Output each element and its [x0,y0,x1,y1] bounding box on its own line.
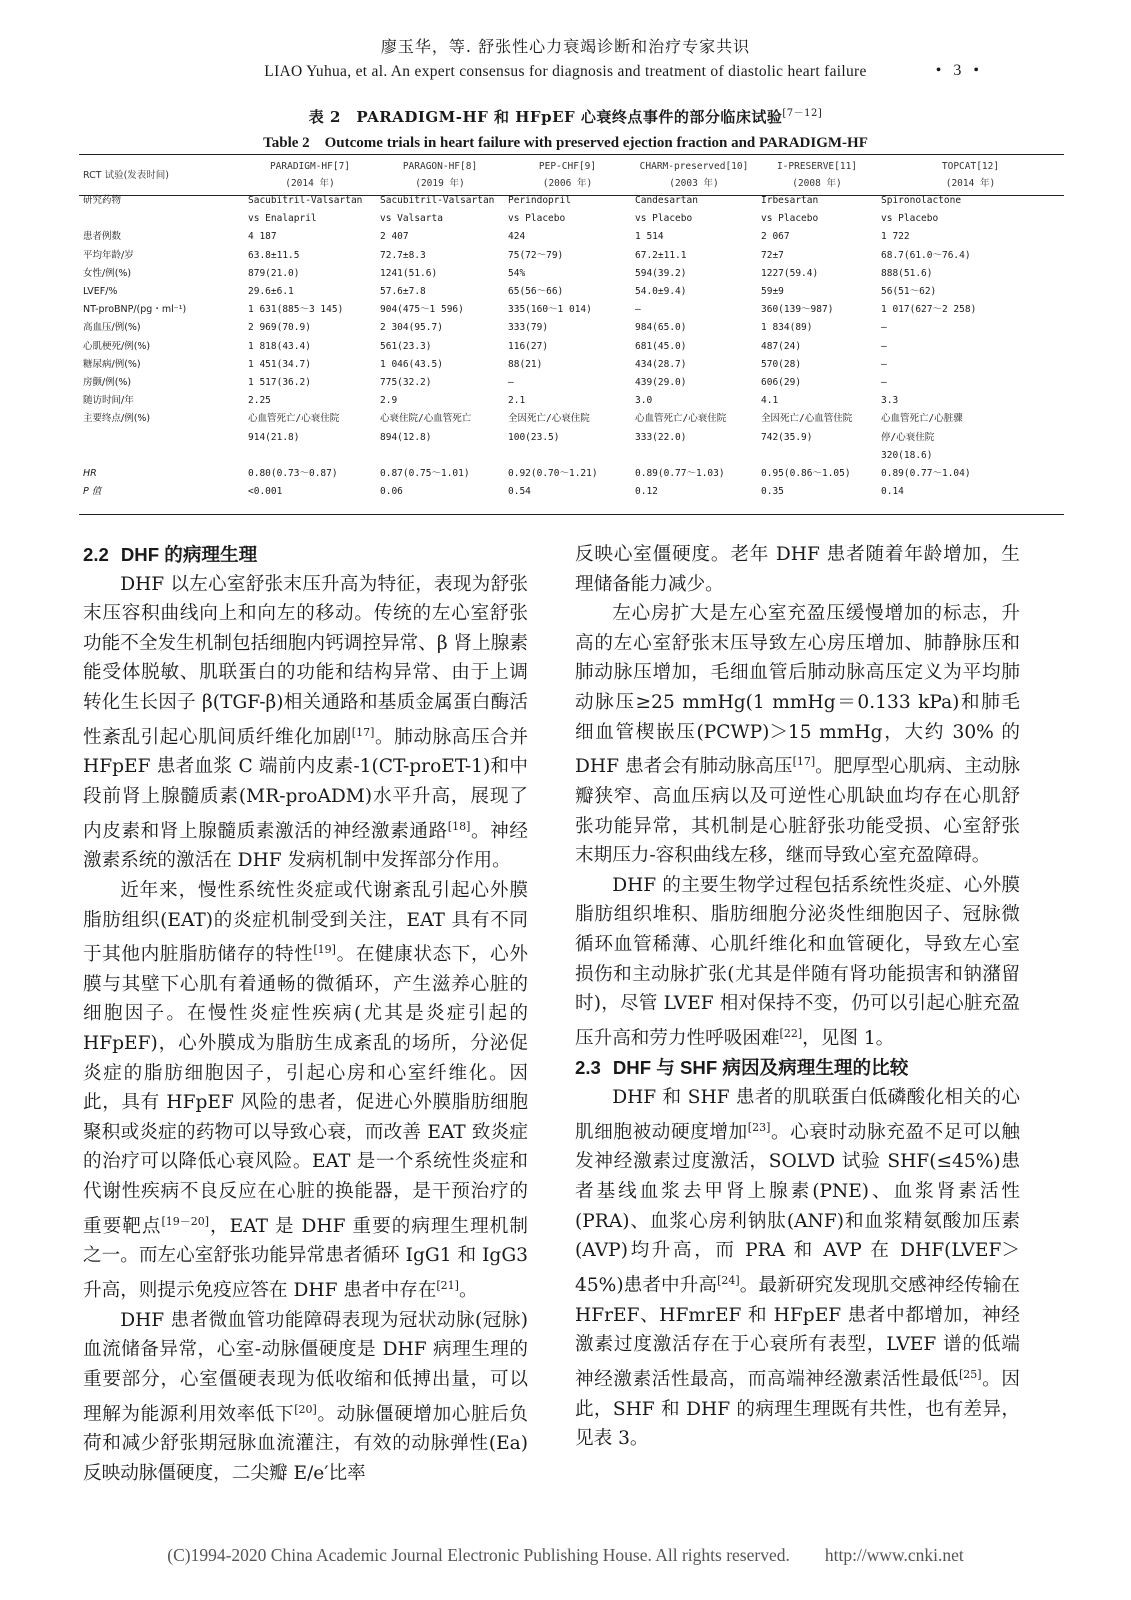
table-cell: 320(18.6) [881,449,933,461]
table-cell: 1 834(89) [761,322,813,334]
row-label: 随访时间/年 [83,395,134,407]
table-cell: 57.6±7.8 [380,286,426,298]
col-header-name: PARAGON-HF[8] [402,161,478,172]
table-cell: 4 187 [248,231,277,243]
table-cell: 333(79) [508,322,549,334]
table-cell: 0.92(0.70～1.21) [508,468,598,480]
table-cell [244,447,376,465]
table-cell [504,447,631,465]
table-cell [631,447,757,465]
table-cell: 3.3 [881,395,899,407]
citation: [17] [351,725,375,739]
table-cell: 606(29) [761,377,802,389]
row-label: 患者例数 [83,231,122,243]
table-cell: 888(51.6) [881,267,933,279]
table-cell: vs Placebo [761,213,819,225]
table-cell: Candesartan [635,195,698,206]
table-cell: 570(28) [761,358,802,370]
outcome-trials-table [79,154,1064,501]
table-cell: 1 451(34.7) [248,358,311,370]
table-cell: 681(45.0) [635,340,687,352]
table-cell: 54% [508,267,526,279]
table-caption [0,104,1131,152]
citation: [24] [717,1273,740,1287]
table-cell: 0.87(0.75～1.01) [380,468,470,480]
row-label: 高血压/例(%) [83,322,141,334]
citation: [17] [792,755,816,769]
col-header-name: CHARM-preserved[10] [639,161,749,172]
col-header-year: (2003 年) [669,178,719,189]
table-cell: 29.6±6.1 [248,286,294,298]
table-row [79,319,1064,337]
table-cell: 63.8±11.5 [248,249,300,261]
paragraph: DHF 的主要生物学过程包括系统性炎症、心外膜脂肪组织堆积、脂肪细胞分泌炎性细胞因子、冠脉微循环血管稀薄、心肌纤维化和血管硬化，导致左心室损伤和主动脉扩张(尤其是伴随有肾功能损害和钠潴留时)，尽管 LVEF 相对保持不变，仍可以引起心脏充盈压升高和劳力性呼吸困难[22]，见图 1。 [575,874,1020,1049]
header-label: RCT 试验(发表时间) [83,169,169,181]
table-cell: vs Placebo [635,213,693,225]
table-cell: 894(12.8) [380,431,432,443]
table-cell: <0.001 [248,486,283,498]
table-cell: — [635,304,641,316]
table-row [79,247,1064,265]
table-cell: 0.89(0.77～1.04) [881,468,971,480]
table-cell: vs Valsarta [380,213,443,225]
citation: [18] [447,819,471,833]
table-cell: — [508,377,514,389]
table-cell: 1 517(36.2) [248,377,311,389]
table-cell: 487(24) [761,340,802,352]
table-header-row [79,154,1064,175]
table-cell: 2 067 [761,231,790,243]
table-cell: Sacubitril-Valsartan [248,195,363,206]
table-row [79,192,1064,210]
row-label: P 值 [83,486,102,498]
paragraph: DHF 和 SHF 患者的肌联蛋白低磷酸化相关的心肌细胞被动硬度增加[23]。心衰时动脉充盈不足可以触发神经激素过度激活，SOLVD 试验 SHF(≤45%)患者基线血浆去甲肾上腺素(PNE)、血浆肾素活性(PRA)、血浆心房利钠肽(ANF)和血浆精氨酸加压素(AVP)均升高，而 PRA 和 AVP 在 DHF(LVEF＞45%)患者中升高[24]。最新研究发现肌交感神经传输在 HFrEF、HFmrEF 和 HFpEF 患者中都增加，神经激素过度激活存在于心衰所有表型，LVEF 谱的低端神经激素活性最高，而高端神经激素活性最低[25]。因此，SHF 和 DHF 的病理生理既有共性，也有差异，见表 3。 [575,1087,1020,1450]
table-cell: vs Placebo [508,213,566,225]
table-cell: 1 514 [635,231,664,243]
citation: [19－20] [161,1214,210,1228]
citation: [19] [313,943,336,957]
table-cell: vs Placebo [881,213,939,225]
table-cell: 心衰住院/心血管死亡 [380,413,472,425]
table-cell: 1 017(627～2 258) [881,304,977,316]
row-label: LVEF/% [83,286,118,298]
row-label: 女性/例(%) [83,267,132,279]
table-cell: 424 [508,231,526,243]
table-cell: 65(56～66) [508,286,564,298]
table-cell: Perindopril [508,195,571,206]
table-cell: 停/心衰住院 [881,431,935,443]
citation: [21] [436,1279,459,1292]
table-cell: 439(29.0) [635,377,687,389]
table-cell: 116(27) [508,340,549,352]
table-row [79,483,1064,501]
table-row [79,356,1064,374]
table-cell: 2 407 [380,231,409,243]
table-cell: Irbesartan [761,195,819,206]
table-cell: — [881,358,887,370]
table-cell: 0.80(0.73～0.87) [248,468,338,480]
running-head-en: LIAO Yuhua, et al. An expert consensus for diagnosis and treatment of diastolic heart failure [264,63,867,80]
table-bottom-rule [79,514,1064,515]
left-column [83,540,528,1489]
table-cell: Sacubitril-Valsartan [380,195,495,206]
col-header-year: (2014 年) [285,178,335,189]
table-cell: 333(22.0) [635,431,687,443]
table-cell: — [881,322,887,334]
table-cell: 0.06 [380,486,403,498]
page-number: • 3 • [935,62,983,79]
col-header-year: (2006 年) [542,178,593,189]
table-cell: 心血管死亡/心衰住院 [248,413,340,425]
table-cell: 88(21) [508,358,543,370]
col-header-year: (2019 年) [415,178,465,189]
table-cell: 360(139～987) [761,304,834,316]
table-cell: 0.12 [635,486,658,498]
table-cell: 2 969(70.9) [248,322,311,334]
table-cell: 100(23.5) [508,431,560,443]
table-cell: 4.1 [761,395,779,407]
table-cell: 2.25 [248,395,271,407]
table-row [79,465,1064,483]
row-label: 房颤/例(%) [83,377,132,389]
table-row [79,283,1064,301]
col-header-year: (2008 年) [792,178,842,189]
paragraph: 近年来，慢性系统性炎症或代谢紊乱引起心外膜脂肪组织(EAT)的炎症机制受到关注，EAT 具有不同于其他内脏脂肪储存的特性[19]。在健康状态下，心外膜与其壁下心肌有着通畅的微循环，产生滋养心脏的细胞因子。在慢性炎症性疾病(尤其是炎症引起的 HFpEF)，心外膜成为脂肪生成紊乱的场所，分泌促炎症的脂肪细胞因子，引起心房和心室纤维化。因此，具有 HFpEF 风险的患者，促进心外膜脂肪细胞聚积或炎症的药物可以导致心衰，而改善 EAT 致炎症的治疗可以降低心衰风险。EAT 是一个系统性炎症和代谢性疾病不良反应在心脏的换能器，是干预治疗的重要靶点[19－20]，EAT 是 DHF 重要的病理生理机制之一。而左心室舒张功能异常患者循环 IgG1 和 IgG3 升高，则提示免疫应答在 DHF 患者中存在[21]。 [83,879,528,1302]
table-cell: 1227(59.4) [761,267,819,279]
col-header-name: PARADIGM-HF[7] [269,161,351,172]
table-cell [757,447,877,465]
section-heading-2-2: 2.2 DHF 的病理生理 [83,544,258,565]
table-row [79,338,1064,356]
table-cell: 0.89(0.77～1.03) [635,468,725,480]
running-head-cn: 廖玉华，等. 舒张性心力衰竭诊断和治疗专家共识 [380,37,751,56]
table-cell: 0.95(0.86～1.05) [761,468,851,480]
row-label: 主要终点/例(%) [83,413,151,425]
table-row [79,210,1064,228]
table-cell: 1 722 [881,231,910,243]
table-cell: 0.54 [508,486,531,498]
table-body [79,192,1064,501]
col-header-name: TOPCAT[12] [941,161,1000,172]
table-cell: 561(23.3) [380,340,432,352]
table-cell: 984(65.0) [635,322,687,334]
table-row [79,301,1064,319]
table-row [79,228,1064,246]
table-cell: 914(21.8) [248,431,300,443]
table-cell: 心血管死亡/心脏骤 [881,413,963,425]
copyright-footer: (C)1994-2020 China Academic Journal Electronic Publishing House. All rights reserved. http://www.cnki.net [167,1545,964,1565]
row-label: 研究药物 [83,195,122,206]
table-cell: 心血管死亡/心衰住院 [635,413,727,425]
table-cell: 434(28.7) [635,358,687,370]
col-header-name: PEP-CHF[9] [538,161,597,172]
row-label: NT-proBNP/(pg・ml⁻¹) [83,304,187,316]
table-cell: 0.35 [761,486,784,498]
table-cell: 1 818(43.4) [248,340,311,352]
col-header-year: (2014 年) [945,178,996,189]
row-label: 糖尿病/例(%) [83,358,141,370]
citation: [22] [779,1026,803,1040]
row-label: 平均年龄/岁 [83,249,134,261]
table-cell: 1 046(43.5) [380,358,443,370]
right-column [575,540,1020,1454]
table-cell: 2.9 [380,395,398,407]
table-cell: 72±7 [761,249,784,261]
table-row [79,374,1064,392]
table-cell: 742(35.9) [761,431,813,443]
table-cell: 59±9 [761,286,784,298]
table-cell: 67.2±11.1 [635,249,687,261]
table-cell: 335(160～1 014) [508,304,592,316]
table-cell: 1 631(885～3 145) [248,304,344,316]
table-cell: Spironolactone [881,195,962,206]
table-cell: 72.7±8.3 [380,249,426,261]
citation: [20] [294,1402,317,1416]
table-cell: 2 304(95.7) [380,322,443,334]
citation: [25] [958,1367,982,1381]
table-cell: — [881,377,887,389]
row-label [79,447,244,465]
table-row [79,410,1064,428]
paragraph: 左心房扩大是左心室充盈压缓慢增加的标志，升高的左心室舒张末压导致左心房压增加、肺静脉压和肺动脉压增加，毛细血管后肺动脉高压定义为平均肺动脉压≥25 mmHg(1 mmHg＝0.133 kPa)和肺毛细血管楔嵌压(PCWP)＞15 mmHg，大约 30% 的 DHF 患者会有肺动脉高压[17]。肥厚型心肌病、主动脉瓣狭窄、高血压病以及可逆性心肌缺血均存在心肌舒张功能异常，其机制是心脏舒张功能受损、心室舒张末期压力-容积曲线左移，继而导致心室充盈障碍。 [575,603,1020,867]
table-cell: 879(21.0) [248,267,300,279]
citation: [23] [747,1120,771,1134]
table-title-cn: 表 2 PARADIGM-HF 和 HFpEF 心衰终点事件的部分临床试验[7－12] [308,108,823,126]
table-cell: 775(32.2) [380,377,432,389]
table-cell: 3.0 [635,395,653,407]
table-cell: 904(475～1 596) [380,304,464,316]
table-cell: 1241(51.6) [380,267,438,279]
table-row [79,429,1064,447]
table-cell: 全因死亡/心血管住院 [761,413,853,425]
table-cell: — [881,340,887,352]
table-cell: 54.0±9.4) [635,286,687,298]
table-cell: 全因死亡/心衰住院 [508,413,590,425]
col-header-name: I-PRESERVE[11] [776,161,858,172]
section-heading-2-3: 2.3 DHF 与 SHF 病因及病理生理的比较 [575,1057,909,1079]
table-cell: 2.1 [508,395,526,407]
table-cell: 0.14 [881,486,904,498]
row-label [79,210,244,228]
row-label: HR [83,468,97,480]
table-cell: 594(39.2) [635,267,687,279]
table-row [79,447,1064,465]
table-title-en: Table 2 Outcome trials in heart failure with preserved ejection fraction and PARADIGM-HF [263,135,868,151]
paragraph: DHF 患者微血管功能障碍表现为冠状动脉(冠脉)血流储备异常，心室-动脉僵硬度是 DHF 病理生理的重要部分，心室僵硬表现为低收缩和低搏出量，可以理解为能源利用效率低下[20]。动脉僵硬增加心脏后负荷和减少舒张期冠脉血流灌注，有效的动脉弹性(Ea)反映动脉僵硬度，二尖瓣 E/e′比率 [83,1309,528,1484]
table-cell: 56(51～62) [881,286,937,298]
table-cell: vs Enalapril [248,213,317,225]
row-label [79,429,244,447]
table-cell [376,447,504,465]
table-cell: 75(72～79) [508,249,564,261]
table-row [79,392,1064,410]
paragraph: DHF 以左心室舒张末压升高为特征，表现为舒张末压容积曲线向上和向左的移动。传统的左心室舒张功能不全发生机制包括细胞内钙调控异常、β 肾上腺素能受体脱敏、肌联蛋白的功能和结构异常、由于上调转化生长因子 β(TGF-β)相关通路和基质金属蛋白酶活性紊乱引起心肌间质纤维化加剧[17]。肺动脉高压合并 HFpEF 患者血浆 C 端前内皮素-1(CT-proET-1)和中段前肾上腺髓质素(MR-proADM)水平升高，展现了内皮素和肾上腺髓质素激活的神经激素通路[18]。神经激素系统的激活在 DHF 发病机制中发挥部分作用。 [83,573,528,872]
table-row [79,265,1064,283]
paragraph: 反映心室僵硬度。老年 DHF 患者随着年龄增加，生理储备能力减少。 [575,544,1020,595]
table-cell: 68.7(61.0～76.4) [881,249,971,261]
row-label: 心肌梗死/例(%) [83,340,151,352]
